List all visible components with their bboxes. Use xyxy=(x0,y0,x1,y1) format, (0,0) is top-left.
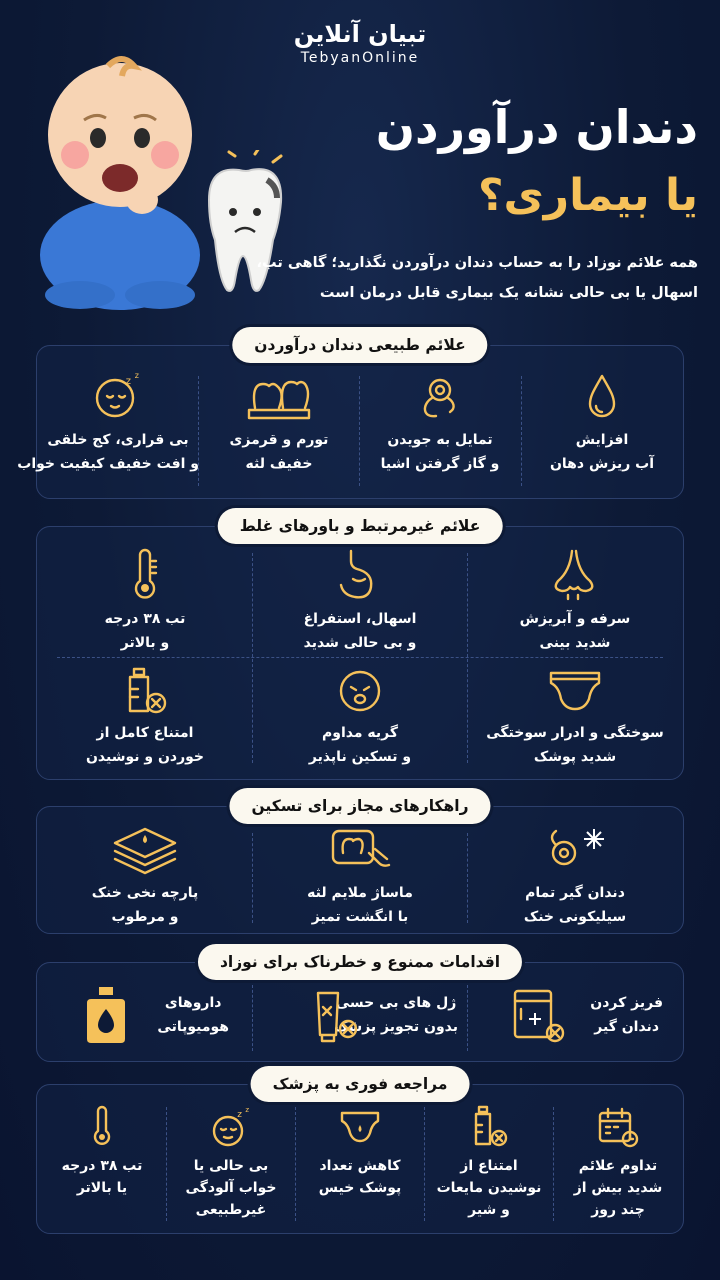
diaper-icon xyxy=(547,665,603,715)
teether-icon xyxy=(414,370,466,422)
cold-teether-icon xyxy=(540,823,610,875)
section-title: اقدامات ممنوع و خطرناک برای نوزاد xyxy=(198,944,522,980)
thermometer-icon xyxy=(120,547,170,601)
bottle-refuse-icon xyxy=(467,1105,511,1149)
item-chewing: تمایل به جویدن و گاز گرفتن اشیا xyxy=(359,370,521,476)
item-freezing-teether: فریز کردن دندان گیر xyxy=(467,983,683,1053)
bottle-refuse-icon xyxy=(118,665,172,715)
item-diarrhea-vomiting: اسهال، استفراغ و بی حالی شدید xyxy=(252,547,468,655)
item-gum-swelling: تورم و قرمزی خفیف لثه xyxy=(198,370,360,476)
item-irritability: z z بی قراری، کج خلقی و افت خفیف کیفیت خواب xyxy=(17,371,199,472)
brand-name-en: TebyanOnline xyxy=(300,50,420,66)
brand-name-fa: تبیان آنلاین xyxy=(293,20,427,48)
section-title: علائم غیرمرتبط و باورهای غلط xyxy=(218,508,503,544)
intro-text: همه علائم نوزاد را به حساب دندان درآوردن نگذارید؛ گاهی تب، اسهال یا بی حالی نشانه یک بیماری قابل درمان است xyxy=(256,255,698,301)
stomach-icon xyxy=(333,547,387,601)
item-numbing-gels: ژل های بی حسی بدون تجویز پزشک xyxy=(252,983,468,1053)
item-drooling: افزایش آب ریزش دهان xyxy=(521,370,683,476)
item-cough-runny-nose: سرفه و آبریزش شدید بینی xyxy=(467,547,683,655)
medicine-bottle-icon xyxy=(81,985,131,1045)
sleepy-baby-icon xyxy=(87,370,149,422)
item-fever: تب ۳۸ درجه و بالاتر xyxy=(37,547,253,655)
section-normal-teething-signs xyxy=(17,336,684,499)
item-wet-cloth: پارچه نخی خنک و مرطوب xyxy=(37,823,253,929)
nose-icon xyxy=(550,547,600,601)
thermometer-icon xyxy=(80,1105,124,1149)
section-forbidden-actions xyxy=(36,953,684,1062)
gel-tube-icon xyxy=(308,987,364,1045)
section-title: مراجعه فوری به پزشک xyxy=(251,1066,470,1102)
item-refuse-feeding: امتناع کامل از خوردن و نوشیدن xyxy=(37,665,253,769)
svg-text:z: z xyxy=(134,371,139,380)
item-homeopathic-drugs: داروهای هومیوپاتی xyxy=(37,983,253,1053)
item-crying: گریه مداوم و تسکین ناپذیر xyxy=(252,665,468,769)
item-fewer-wet-diapers: کاهش تعداد پوشک خیس xyxy=(295,1105,425,1199)
drop-icon xyxy=(576,370,628,422)
title-line-1: دندان درآوردن xyxy=(375,100,698,154)
svg-text:z: z xyxy=(237,1110,242,1120)
title-line-2: یا بیماری؟ xyxy=(477,170,698,221)
section-title: راهکارهای مجاز برای تسکین xyxy=(229,788,490,824)
crying-baby-icon xyxy=(333,665,387,715)
section-urgent-doctor-visit xyxy=(36,1075,684,1234)
item-refuse-fluids: امتناع از نوشیدن مایعات و شیر xyxy=(424,1105,554,1221)
section-title: علائم طبیعی دندان درآوردن xyxy=(232,327,487,363)
item-lethargy: z z بی حالی یا خواب آلودگی غیرطبیعی xyxy=(185,1106,277,1218)
sleepy-baby-icon xyxy=(206,1105,256,1149)
calendar-clock-icon xyxy=(596,1105,640,1149)
freezer-icon xyxy=(511,987,567,1045)
item-persistent-symptoms: تداوم علائم شدید بیش از چند روز xyxy=(553,1105,683,1221)
item-diaper-rash: سوختگی و ادرار سوختگی شدید پوشک xyxy=(467,665,683,769)
section-unrelated-signs xyxy=(36,517,684,780)
diaper-icon xyxy=(338,1105,382,1149)
item-high-fever: تب ۳۸ درجه یا بالاتر xyxy=(37,1105,167,1199)
baby-illustration xyxy=(20,40,220,310)
section-allowed-remedies xyxy=(36,797,684,934)
gum-teeth-icon xyxy=(243,370,315,422)
wet-cloth-icon xyxy=(110,823,180,875)
item-gum-massage: ماساژ ملایم لثه با انگشت تمیز xyxy=(252,823,468,929)
gum-massage-icon xyxy=(325,823,395,875)
svg-text:z: z xyxy=(245,1106,249,1114)
item-cold-teether: دندان گیر تمام سیلیکونی خنک xyxy=(467,823,683,929)
svg-text:z: z xyxy=(125,376,131,387)
